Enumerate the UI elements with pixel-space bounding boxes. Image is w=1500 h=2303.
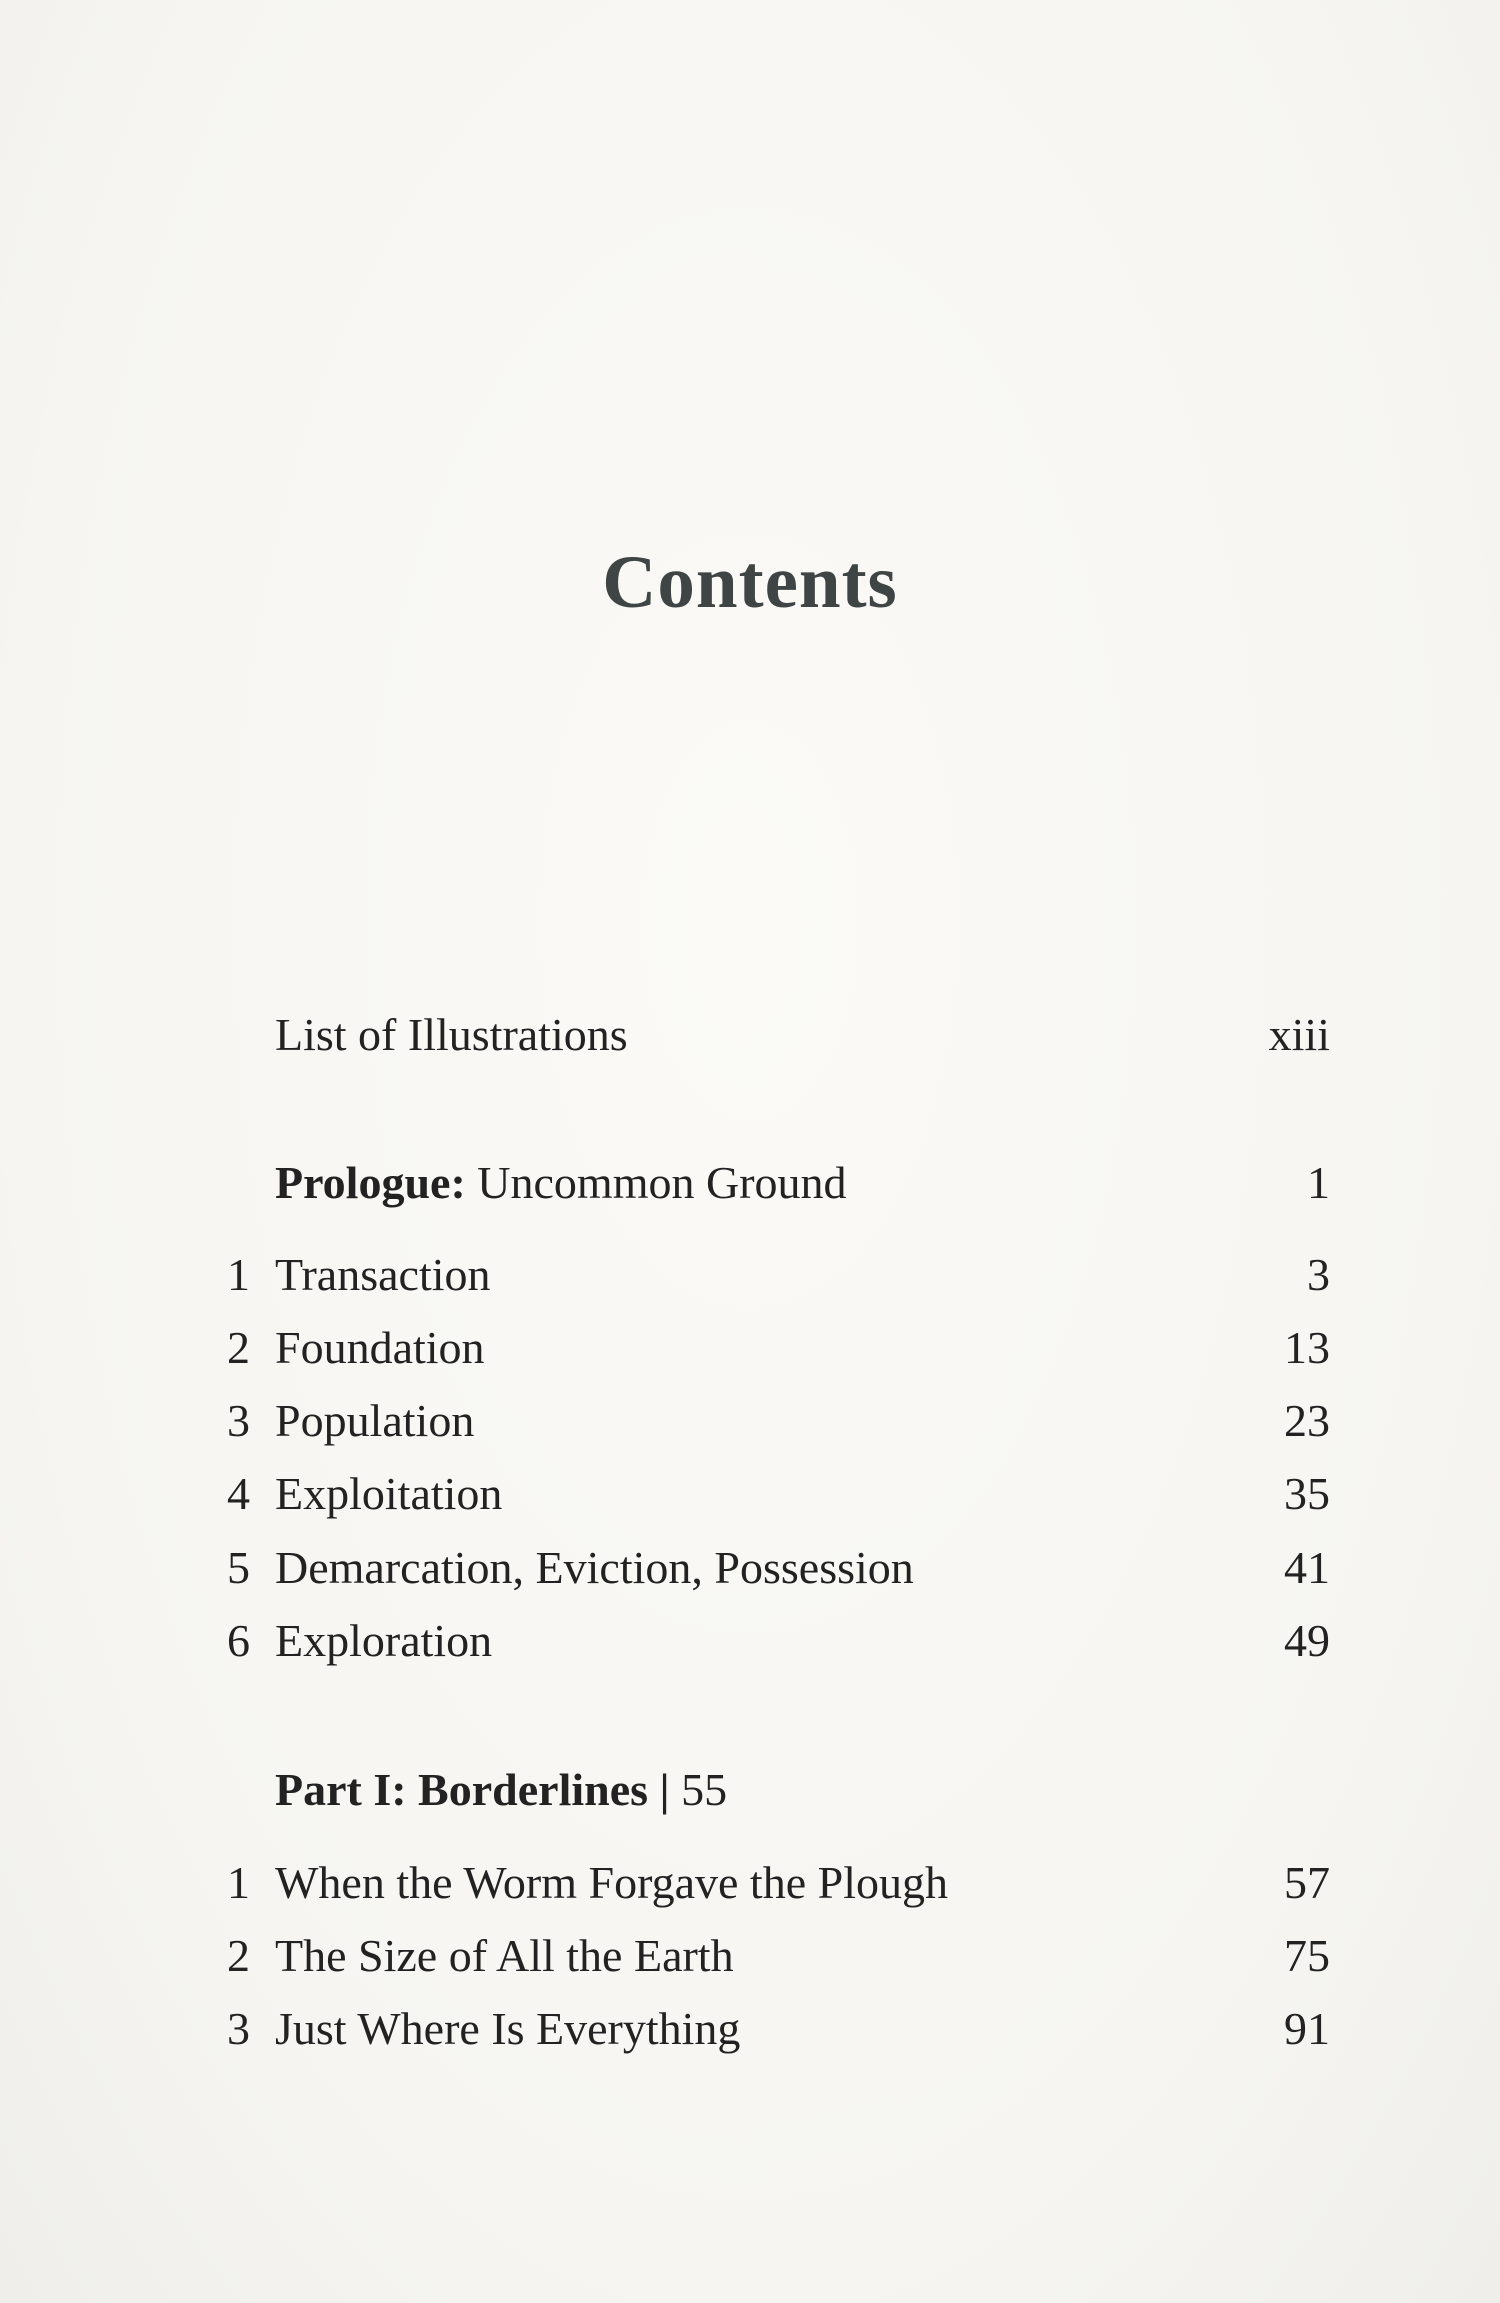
chapter-number: 2 <box>227 1322 250 1373</box>
chapter-title: Exploration <box>275 1615 493 1666</box>
chapter-number: 3 <box>227 1395 250 1446</box>
toc-entry-demarcation[interactable] <box>200 1533 1330 1603</box>
chapter-page: 23 <box>1284 1395 1330 1446</box>
toc-entry-size-earth[interactable] <box>200 1921 1330 1991</box>
toc-section-part1[interactable] <box>200 1755 1330 1825</box>
chapter-page: 49 <box>1284 1615 1330 1666</box>
chapter-title: Demarcation, Eviction, Possession <box>275 1542 914 1593</box>
chapter-number: 6 <box>227 1615 250 1666</box>
part1-page: 55 <box>681 1764 728 1815</box>
toc-entry-page: 1 <box>1307 1157 1330 1208</box>
prologue-label: Prologue: <box>275 1157 466 1208</box>
chapter-title: When the Worm Forgave the Plough <box>275 1857 948 1908</box>
chapter-number: 4 <box>227 1468 250 1519</box>
chapter-page: 75 <box>1284 1930 1330 1981</box>
chapter-page: 3 <box>1307 1249 1330 1300</box>
toc-entry-page: xiii <box>1268 1009 1330 1060</box>
part1-separator: | <box>659 1764 670 1815</box>
toc-entry-label: List of Illustrations <box>275 1009 628 1060</box>
toc-entry-foundation[interactable] <box>200 1313 1330 1383</box>
toc-section-prologue[interactable] <box>200 1148 1330 1218</box>
toc-section-heading <box>275 1148 847 1218</box>
chapter-title: Population <box>275 1395 475 1446</box>
chapter-title: Just Where Is Everything <box>275 2003 741 2054</box>
chapter-title: Exploitation <box>275 1468 503 1519</box>
prologue-subtitle: Uncommon Ground <box>477 1157 847 1208</box>
toc-entry-exploitation[interactable] <box>200 1459 1330 1529</box>
chapter-page: 13 <box>1284 1322 1330 1373</box>
toc-entry-illustrations[interactable] <box>200 1000 1330 1070</box>
toc-entry-worm-plough[interactable] <box>200 1848 1330 1918</box>
toc-section-heading <box>275 1755 727 1825</box>
chapter-title: Foundation <box>275 1322 485 1373</box>
toc-entry-exploration[interactable] <box>200 1606 1330 1676</box>
chapter-number: 3 <box>227 2003 250 2054</box>
toc-entry-population[interactable] <box>200 1386 1330 1456</box>
chapter-page: 91 <box>1284 2003 1330 2054</box>
toc-entry-transaction[interactable] <box>200 1240 1330 1310</box>
chapter-number: 2 <box>227 1930 250 1981</box>
chapter-page: 41 <box>1284 1542 1330 1593</box>
chapter-number: 5 <box>227 1542 250 1593</box>
part1-label: Part I: Borderlines <box>275 1764 649 1815</box>
chapter-title: Transaction <box>275 1249 491 1300</box>
page-title: Contents <box>602 541 898 624</box>
chapter-number: 1 <box>227 1857 250 1908</box>
chapter-title: The Size of All the Earth <box>275 1930 734 1981</box>
chapter-page: 57 <box>1284 1857 1330 1908</box>
chapter-page: 35 <box>1284 1468 1330 1519</box>
toc-entry-where-everything[interactable] <box>200 1994 1330 2064</box>
chapter-number: 1 <box>227 1249 250 1300</box>
